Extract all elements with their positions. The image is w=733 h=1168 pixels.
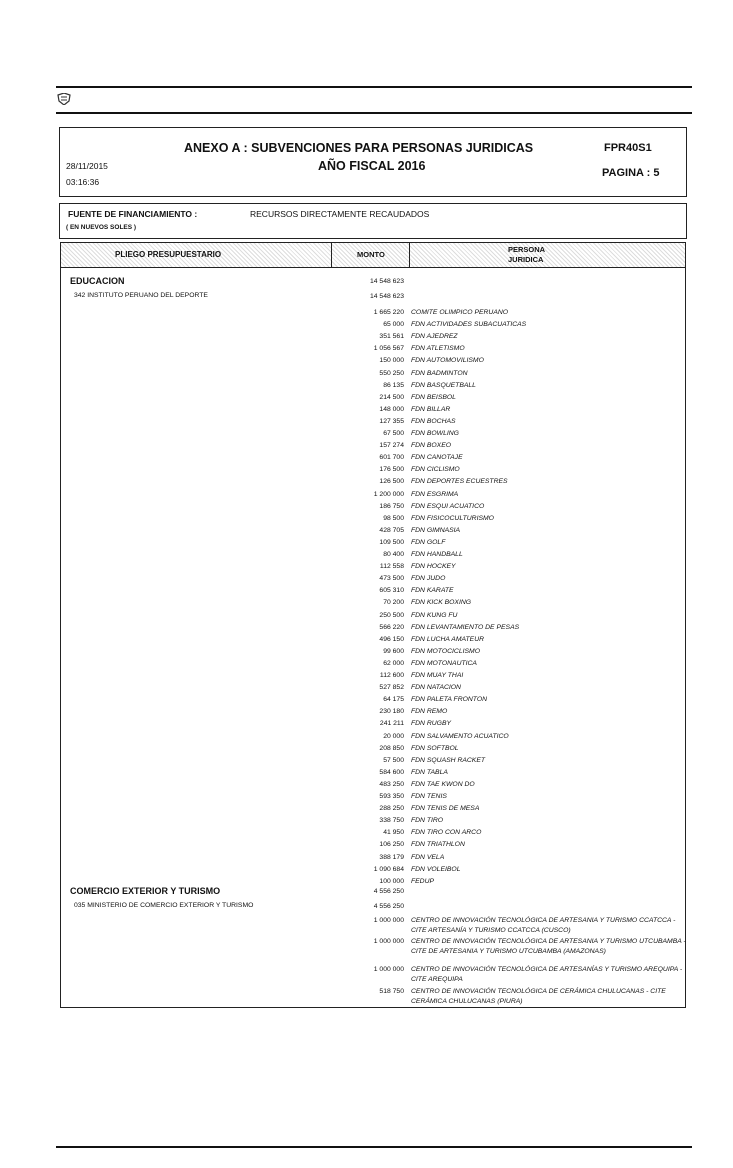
item-amount: 106 250 [379, 841, 404, 849]
item-name: FDN AJEDREZ [411, 333, 458, 341]
item-name: FDN MOTONAUTICA [411, 659, 477, 667]
header-rule [56, 112, 692, 114]
item-name: FDN MUAY THAI [411, 672, 464, 679]
item-name: FEDUP [411, 877, 435, 885]
item-name: FDN VELA [411, 853, 445, 861]
col-persona: PERSONA [508, 245, 546, 254]
item-name: FDN HANDBALL [411, 551, 463, 558]
item-amount: 1 090 684 [373, 865, 404, 873]
item-amount: 150 000 [379, 357, 404, 365]
item-amount: 428 705 [379, 526, 404, 534]
item-amount: 338 750 [379, 817, 404, 825]
bottom-rule [56, 1146, 692, 1148]
item-amount: 214 500 [379, 393, 404, 401]
item-name: FDN TIRO CON ARCO [411, 829, 482, 837]
item-amount: 70 200 [383, 599, 404, 607]
item-amount: 1 000 000 [373, 966, 404, 973]
item-name: FDN ESGRIMA [411, 490, 459, 498]
item-amount: 388 179 [379, 853, 404, 861]
item-name: FDN LEVANTAMIENTO DE PESAS [411, 623, 520, 631]
funding-value: RECURSOS DIRECTAMENTE RECAUDADOS [250, 209, 430, 219]
item-name: FDN CANOTAJE [411, 454, 463, 462]
item-amount: 230 180 [379, 708, 404, 716]
item-name: FDN SOFTBOL [411, 744, 459, 752]
item-amount: 518 750 [379, 988, 404, 995]
item-name: FDN PALETA FRONTON [411, 696, 488, 704]
item-name: COMITE OLIMPICO PERUANO [411, 309, 509, 316]
item-name: FDN CICLISMO [411, 466, 460, 474]
section-total: 14 548 623 [369, 278, 404, 285]
item-name: FDN TIRO [411, 817, 444, 825]
item-name: FDN KUNG FU [411, 611, 458, 619]
item-amount: 176 500 [379, 466, 404, 474]
item-amount: 80 400 [383, 551, 404, 558]
item-amount: 127 355 [379, 417, 404, 425]
item-amount: 250 500 [379, 611, 404, 619]
item-amount: 64 175 [383, 696, 404, 704]
item-name: FDN VOLEIBOL [411, 865, 461, 873]
item-amount: 483 250 [379, 780, 404, 788]
item-name: CENTRO DE INNOVACIÓN TECNOLÓGICA DE ARTESANIA Y TURISMO UTCUBAMBA - CITE DE ARTESANIA Y TURISMO UTCUBAMBA (AMAZONAS) [411, 938, 686, 955]
item-name: FDN GOLF [411, 538, 446, 546]
entity-total: 4 556 250 [373, 903, 404, 910]
item-name: CENTRO DE INNOVACIÓN TECNOLÓGICA DE ARTESANÍAS Y TURISMO AREQUIPA - CITE AREQUIPA [411, 966, 683, 983]
coat-of-arms-icon [56, 93, 72, 105]
item-name: FDN SALVAMENTO ACUATICO [411, 732, 509, 740]
item-name: FDN HOCKEY [411, 563, 456, 571]
col-monto: MONTO [357, 250, 385, 259]
item-amount: 1 000 000 [373, 938, 404, 945]
entity-name: 342 INSTITUTO PERUANO DEL DEPORTE [74, 292, 208, 299]
item-amount: 605 310 [379, 587, 404, 595]
item-name: FDN KICK BOXING [411, 599, 472, 607]
item-amount: 41 950 [383, 829, 404, 837]
item-amount: 1 200 000 [373, 490, 404, 498]
item-amount: 550 250 [379, 369, 404, 377]
page-number: PAGINA : 5 [602, 167, 660, 179]
report-code: FPR40S1 [604, 142, 652, 154]
item-name: FDN LUCHA AMATEUR [411, 635, 485, 643]
item-name: FDN TRIATHLON [411, 841, 465, 849]
item-amount: 601 700 [379, 454, 404, 462]
col-juridica: JURIDICA [508, 255, 544, 264]
section-total: 4 556 250 [373, 888, 404, 895]
funding-label: FUENTE DE FINANCIAMIENTO : [68, 209, 198, 219]
item-name: FDN TAE KWON DO [411, 780, 475, 788]
item-name: CENTRO DE INNOVACIÓN TECNOLÓGICA DE ARTESANIA Y TURISMO CCATCCA - CITE ARTESANÍA Y TURISMO CCATCCA (CUSCO) [411, 917, 676, 934]
report-title: ANEXO A : SUBVENCIONES PARA PERSONAS JURIDICAS [184, 141, 534, 155]
item-name: FDN SQUASH RACKET [411, 756, 486, 764]
item-amount: 496 150 [379, 635, 404, 643]
report-time: 03:16:36 [66, 177, 100, 187]
item-name: FDN BEISBOL [411, 393, 456, 401]
item-name: FDN GIMNASIA [411, 526, 461, 534]
item-name: FDN BASQUETBALL [411, 381, 476, 389]
item-name: CENTRO DE INNOVACIÓN TECNOLÓGICA DE CERÁMICA CHULUCANAS - CITE CERÁMICA CHULUCANAS (PIURA) [411, 988, 666, 1005]
item-amount: 186 750 [379, 502, 404, 510]
item-name: FDN BOXEO [411, 442, 452, 450]
item-name: FDN KARATE [411, 587, 454, 595]
item-name: FDN TABLA [411, 768, 448, 776]
item-name: FDN BADMINTON [411, 369, 468, 377]
item-name: FDN MOTOCICLISMO [411, 647, 480, 655]
item-amount: 126 500 [379, 478, 404, 486]
item-amount: 1 000 000 [373, 917, 404, 924]
section-name: COMERCIO EXTERIOR Y TURISMO [70, 886, 221, 896]
item-amount: 584 600 [379, 768, 404, 776]
item-amount: 57 500 [383, 756, 404, 764]
item-amount: 566 220 [379, 623, 404, 631]
item-amount: 351 561 [379, 333, 404, 341]
item-amount: 98 500 [383, 514, 404, 522]
item-name: FDN AUTOMOVILISMO [411, 357, 484, 365]
top-rule [56, 86, 692, 88]
item-name: FDN RUGBY [411, 720, 452, 728]
col-pliego: PLIEGO PRESUPUESTARIO [115, 250, 222, 259]
item-amount: 527 852 [379, 684, 404, 692]
item-name: FDN TENIS DE MESA [411, 805, 480, 813]
entity-total: 14 548 623 [369, 293, 404, 300]
item-amount: 112 558 [379, 563, 404, 571]
fiscal-year: AÑO FISCAL 2016 [318, 159, 426, 173]
item-amount: 99 600 [383, 647, 404, 655]
item-amount: 100 000 [379, 877, 404, 885]
item-amount: 20 000 [383, 732, 404, 740]
item-name: FDN JUDO [411, 575, 446, 583]
item-name: FDN FISICOCULTURISMO [411, 514, 494, 522]
item-amount: 148 000 [379, 405, 404, 413]
item-amount: 241 211 [379, 720, 404, 728]
entity-name: 035 MINISTERIO DE COMERCIO EXTERIOR Y TURISMO [74, 902, 254, 909]
item-amount: 1 665 220 [373, 309, 404, 316]
item-amount: 1 056 567 [373, 345, 404, 353]
section-name: EDUCACION [70, 276, 125, 286]
item-name: FDN BOCHAS [411, 417, 456, 425]
currency-note: ( EN NUEVOS SOLES ) [66, 224, 137, 231]
item-amount: 208 850 [379, 744, 404, 752]
item-name: FDN ATLETISMO [411, 345, 465, 353]
item-amount: 593 350 [379, 793, 404, 800]
item-name: FDN NATACION [411, 684, 461, 692]
item-name: FDN REMO [411, 708, 448, 716]
item-name: FDN BILLAR [411, 405, 451, 413]
item-amount: 288 250 [379, 805, 404, 813]
item-amount: 65 000 [383, 321, 404, 329]
item-amount: 86 135 [383, 381, 404, 389]
item-amount: 157 274 [379, 442, 404, 450]
item-name: FDN ACTIVIDADES SUBACUATICAS [411, 321, 527, 329]
item-amount: 109 500 [379, 538, 404, 546]
item-amount: 112 600 [379, 672, 404, 679]
item-amount: 473 500 [379, 575, 404, 583]
item-name: FDN TENIS [411, 793, 447, 800]
item-name: FDN BOWLING [411, 430, 459, 437]
report-date: 28/11/2015 [66, 161, 108, 171]
item-name: FDN DEPORTES ECUESTRES [411, 478, 508, 486]
item-amount: 67 500 [383, 430, 404, 437]
item-name: FDN ESQUI ACUATICO [411, 502, 485, 510]
item-amount: 62 000 [383, 659, 404, 667]
